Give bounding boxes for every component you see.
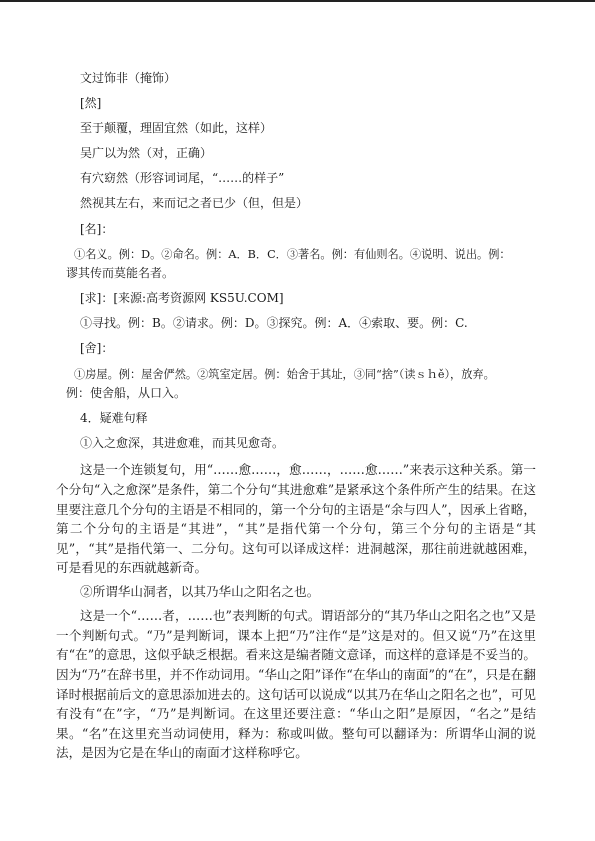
page-top-rule <box>0 0 595 2</box>
text-line: 有穴窈然（形容词词尾，“……的样子” <box>80 171 285 186</box>
term-heading-qiu: [求]：[来源:高考资源网 KS5U.COM] <box>80 291 284 306</box>
text-line: 至于颠覆，理固宜然（如此，这样） <box>80 121 273 136</box>
example-sentence: ①入之愈深，其进愈难，而其见愈奇。 <box>80 436 285 451</box>
term-heading-ran: [然] <box>80 96 102 111</box>
text-line: 文过饰非（掩饰） <box>80 71 177 85</box>
explanation-paragraph: 这是一个“……者，……也”表判断的句式。谓语部分的“其乃华山之阳名之也”又是一个判断句式。“乃”是判断词，课本上把“乃”注作“是”这是对的。但又说“乃”在这里有“在”的意思，这似乎缺乏根据。看来这是编者随文意译，而这样的意译是不妥当的。因为“乃”在辞书里，并不作动词用。“华山之阳”译作“在华山的南面”的“在”，只是在翻译时根据前后文的意思添加进去的。这句话可以说成“以其乃在华山之阳名之也”，可见有没有“在”字，“乃”是判断词。在这里还要注意：“华山之阳”是原因，“名之”是结果。“名”在这里充当动词使用，释为：称或叫做。整句可以翻译为：所谓华山洞的说法，是因为它是在华山的南面才这样称呼它。 <box>56 608 536 761</box>
text-line: 吴广以为然（对，正确） <box>80 146 213 161</box>
section-heading: 4．疑难句释 <box>80 411 148 426</box>
text-line: ①名义。例：D。②命名。例：A．B．C．③著名。例：有仙则名。④说明、说出。例： <box>74 247 511 261</box>
example-sentence: ②所谓华山洞者，以其乃华山之阳名之也。 <box>80 584 320 600</box>
text-line: 谬其传而莫能名者。 <box>66 266 175 281</box>
explanation-paragraph: 这是一个连锁复句，用“……愈……，愈……，……愈……”来表示这种关系。第一个分句“入之愈深”是条件，第二个分句“其进愈难”是紧承这个条件所产生的结果。在这里要注意几个分句的主语是不相同的，第一个分句的主语是“余与四人”，因承上省略，第二个分句的主语是“其进”，“其”是指代第一个分句，第三个分句的主语是“其见”，“其”是指代第一、二分句。这句可以译成这样：进洞越深，那往前进就越困难，可是看见的东西就越新奇。 <box>56 462 536 576</box>
text-line: 例：使舍船，从口入。 <box>66 386 187 401</box>
term-heading-she: [舍]： <box>80 341 114 356</box>
text-line: 然视其左右，来而记之者已少（但，但是） <box>80 196 309 211</box>
text-line: ①房屋。例：屋舍俨然。②筑室定居。例：始舍于其址，③同“捨”（读ｓｈě），放弃。 <box>74 367 495 381</box>
term-heading-ming: [名]： <box>80 221 114 236</box>
text-line: ①寻找。例：B。②请求。例：D。③探究。例：A．④索取、要。例：C. <box>80 316 468 331</box>
document-page <box>56 70 536 767</box>
